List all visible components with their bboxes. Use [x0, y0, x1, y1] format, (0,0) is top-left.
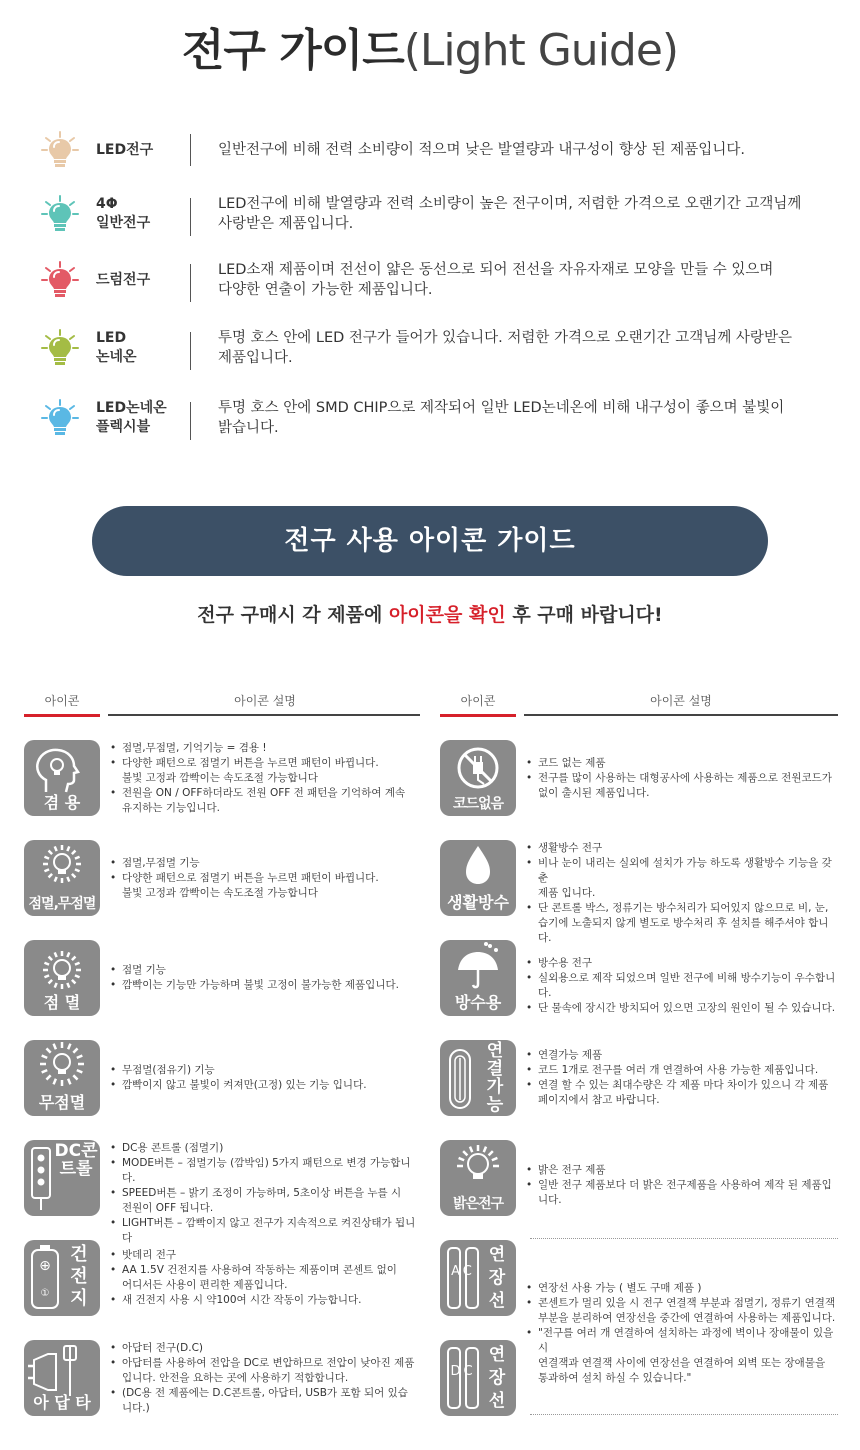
icon-label: 연결가능	[486, 1041, 504, 1115]
bulb-icon	[38, 326, 82, 370]
icon-description-line: • 전원을 ON / OFF하더라도 전원 OFF 전 패턴을 기억하여 계속	[110, 786, 420, 801]
divider	[190, 332, 191, 370]
divider	[190, 264, 191, 302]
bulb-name-line: LED전구	[96, 141, 154, 158]
header-underline	[108, 714, 420, 716]
bulb-icon	[38, 396, 82, 440]
icon-description	[110, 741, 420, 816]
icon-description-line: • 연장선 사용 가능 ( 별도 구매 제품 )	[526, 1281, 838, 1296]
icon-description-line: • 생활방수 전구	[526, 841, 838, 856]
bulb-name	[96, 141, 186, 160]
icon-dc	[24, 1140, 100, 1216]
icon-label: 아 답 타	[33, 1393, 91, 1412]
bulb-description-line: 다양한 연출이 가능한 제품입니다.	[218, 282, 433, 298]
bulb-description-line: 일반전구에 비해 전력 소비량이 적으며 낮은 발열량과 내구성이 향상 된 제품입니다.	[218, 142, 745, 158]
bulb-description-line: LED소재 제품이며 전선이 얇은 동선으로 되어 전선을 자유자재로 모양을 만들 수 있으며	[218, 262, 774, 278]
icon-description-line: • 단 콘트롤 박스, 정류기는 방수처리가 되어있지 않으므로 비, 눈,	[526, 901, 838, 916]
icon-label: 연장선	[488, 1345, 506, 1411]
bulb-description	[218, 140, 828, 160]
icon-description-line: 통과하여 설치 하실 수 있습니다."	[538, 1372, 692, 1384]
purchase-notice	[0, 600, 860, 627]
bulb-name	[96, 195, 186, 233]
bulb-name	[96, 329, 186, 367]
icon-description	[526, 1163, 838, 1208]
bulb-name-line: 일반전구	[96, 215, 151, 231]
icon-label: 점 멸	[43, 993, 81, 1012]
icon-description-line: • 깜빡이지 않고 불빛이 켜져만(고정) 있는 기능 입니다.	[110, 1078, 420, 1093]
bulb-description-line: 투명 호스 안에 LED 전구가 들어가 있습니다. 저렴한 가격으로 오랜기간 고객님께 사랑받은	[218, 330, 792, 346]
icon-description-line: 입니다. 안전을 요하는 곳에 사용하기 적합합니다.	[122, 1371, 349, 1384]
icon-description-line: • 일반 전구 제품보다 더 밝은 전구제품을 사용하여 제작 된 제품입니다.	[526, 1178, 838, 1208]
icon-description-line: • 무점멸(점유기) 기능	[110, 1063, 420, 1078]
bulb-name-line: LED	[96, 330, 127, 346]
icon-battery	[24, 1240, 100, 1316]
icon-description-line: 니다.)	[122, 1401, 150, 1414]
icon-label: 방수용	[454, 993, 502, 1012]
icon-description-line: • 실외용으로 제작 되었으며 일반 전구에 비해 방수기능이 우수합니다.	[526, 971, 838, 1001]
icon-description	[526, 1048, 838, 1108]
icon-description-line: • "전구를 여러 개 연결하여 설치하는 과정에 벽이나 장애물이 있을 시	[526, 1326, 838, 1356]
icon-description-line: • 점멸 기능	[110, 963, 420, 978]
icon-description-line: • 단 물속에 장시간 방치되어 있으면 고장의 원인이 될 수 있습니다.	[526, 1001, 838, 1016]
icon-description	[110, 963, 420, 993]
icon-label: 밝은전구	[452, 1196, 504, 1212]
icon-umbrella	[440, 940, 516, 1016]
icon-description-line: • DC용 콘트롤 (점멸기)	[110, 1141, 420, 1156]
bulb-name-line: LED논네온	[96, 400, 167, 416]
bulb-name-line: 4Φ	[96, 196, 118, 212]
divider	[190, 402, 191, 440]
icon-description-line: • 점멸,무점멸, 기억기능 = 겸용 !	[110, 741, 420, 756]
icon-description-line: • 코드 1개로 전구를 여러 개 연결하여 사용 가능한 제품입니다.	[526, 1063, 838, 1078]
icon-description	[110, 1341, 420, 1416]
icon-guide-banner: 전구 사용 아이콘 가이드	[92, 506, 768, 576]
icon-label: 연장선	[488, 1245, 506, 1311]
divider	[530, 1238, 838, 1239]
bulb-name	[96, 271, 186, 290]
bulb-description-line: 밝습니다.	[218, 420, 279, 436]
bulb-description	[218, 194, 828, 234]
icon-label: 건전지	[70, 1244, 88, 1309]
icon-description-line: • 새 건전지 사용 시 약100여 시간 작동이 가능합니다.	[110, 1293, 420, 1308]
icon-description-line: • 콘센트가 멀리 있을 시 전구 연결잭 부분과 점멸기, 정류기 연결잭	[526, 1296, 838, 1311]
header-desc-left: 아이콘 설명	[234, 694, 296, 708]
icon-ext	[440, 1340, 516, 1416]
icon-description-line: • 다양한 패턴으로 점멸기 버튼을 누르면 패턴이 바뀝니다.	[110, 871, 420, 886]
icon-description-line: 전원이 OFF 됩니다.	[122, 1201, 214, 1214]
icon-description-line: • AA 1.5V 건전지를 사용하여 작동하는 제품이며 콘센트 없이	[110, 1263, 420, 1278]
icon-description-line: • 연결 할 수 있는 최대수량은 각 제품 마다 차이가 있으니 각 제품	[526, 1078, 838, 1093]
icon-drop	[440, 840, 516, 916]
icon-description-line: • SPEED버튼 – 밝기 조정이 가능하며, 5초이상 버튼을 누를 시	[110, 1186, 420, 1201]
bulb-icon	[38, 258, 82, 302]
bulb-name	[96, 399, 186, 437]
bulb-description-line: 사랑받은 제품입니다.	[218, 216, 354, 232]
icon-description-line: 불빛 고정과 깜빡이는 속도조절 가능합니다	[122, 886, 318, 899]
icon-description-line: • 아답터를 사용하여 전압을 DC로 변압하므로 전압이 낮아진 제품	[110, 1356, 420, 1371]
icon-description-line: • 점멸,무점멸 기능	[110, 856, 420, 871]
icon-head	[24, 740, 100, 816]
icon-description	[110, 856, 420, 901]
icon-description-line: • 밧데리 전구	[110, 1248, 420, 1263]
header-underline-accent	[24, 714, 100, 717]
icon-label: 점멸,무점멸	[28, 896, 96, 912]
icon-description-line: • (DC용 전 제품에는 D.C콘트롤, 아답터, USB가 포함 되어 있습	[110, 1386, 420, 1401]
icon-label: DC콘트롤	[54, 1141, 98, 1179]
icon-description-line: • 비나 눈이 내리는 실외에 설치가 가능 하도록 생활방수 기능을 갖춘	[526, 856, 838, 886]
header-desc-right: 아이콘 설명	[650, 694, 712, 708]
icon-description	[110, 1141, 420, 1246]
bulb-description-line: LED전구에 비해 발열량과 전력 소비량이 높은 전구이며, 저렴한 가격으로 오랜기간 고객님께	[218, 196, 802, 212]
icon-rope	[440, 1040, 516, 1116]
icon-description	[526, 841, 838, 946]
icon-description-line: 페이지에서 참고 바랍니다.	[538, 1094, 660, 1106]
icon-description-line: 어디서든 사용이 편리한 제품입니다.	[122, 1279, 288, 1291]
icon-description-line: • 깜빡이는 기능만 가능하며 불빛 고정이 불가능한 제품입니다.	[110, 978, 420, 993]
icon-label: 겸 용	[43, 793, 81, 812]
bulb-name-line: 플렉시블	[96, 419, 151, 435]
icon-label: 무점멸	[38, 1093, 86, 1112]
icon-description	[526, 1281, 838, 1386]
icon-bright	[440, 1140, 516, 1216]
icon-adapter	[24, 1340, 100, 1416]
icon-label: 생활방수	[447, 893, 509, 912]
divider	[190, 198, 191, 236]
svg-text:⊕: ⊕	[39, 1258, 51, 1274]
bulb-description	[218, 398, 828, 438]
bulb-description	[218, 328, 828, 368]
icon-description	[526, 756, 838, 801]
bulb-name-line: 드럼전구	[96, 271, 151, 288]
title-english: (Light Guide)	[403, 25, 679, 76]
icon-description-line: • 코드 없는 제품	[526, 756, 838, 771]
icon-tag: AC	[451, 1264, 475, 1279]
icon-ext	[440, 1240, 516, 1316]
header-icon-left: 아이콘	[44, 694, 80, 708]
icon-sunbulb2	[24, 1040, 100, 1116]
title-korean: 전구 가이드	[181, 25, 404, 76]
header-icon-right: 아이콘	[460, 694, 496, 708]
icon-description-line: • 다양한 패턴으로 점멸기 버튼을 누르면 패턴이 바뀝니다.	[110, 756, 420, 771]
icon-description-line: • LIGHT버튼 – 깜빡이지 않고 전구가 지속적으로 켜진상태가 됩니다	[110, 1216, 420, 1246]
icon-label: 코드없음	[452, 796, 504, 812]
icon-description-line: • 전구를 많이 사용하는 대형공사에 사용하는 제품으로 전원코드가	[526, 771, 838, 786]
icon-sunbulb	[24, 840, 100, 916]
icon-description-line: 부분을 분리하여 연장선을 중간에 연결하여 사용하는 제품입니다.	[538, 1312, 836, 1324]
svg-text:①: ①	[40, 1288, 50, 1299]
notice-highlight: 아이콘을 확인	[388, 604, 506, 626]
bulb-description	[218, 260, 828, 300]
icon-noplug	[440, 740, 516, 816]
divider	[530, 1414, 838, 1415]
header-underline	[524, 714, 838, 716]
icon-description-line: • 연결가능 제품	[526, 1048, 838, 1063]
bulb-description-line: 투명 호스 안에 SMD CHIP으로 제작되어 일반 LED논네온에 비해 내구성이 좋으며 불빛이	[218, 400, 785, 416]
icon-sunbulb3	[24, 940, 100, 1016]
bulb-name-line: 논네온	[96, 349, 137, 365]
icon-description-line: 습기에 노출되지 않게 별도로 방수처리 후 설치를 해주셔야 합니다.	[538, 916, 829, 944]
icon-description-line: • 방수용 전구	[526, 956, 838, 971]
page-title	[0, 14, 860, 78]
icon-description-line: • MODE버튼 – 점멸기능 (깜박임) 5가지 패턴으로 변경 가능합니다.	[110, 1156, 420, 1186]
header-underline-accent	[440, 714, 516, 717]
icon-description-line: 제품 입니다.	[538, 886, 596, 899]
icon-description-line: 연결잭과 연결잭 사이에 연장선을 연결하여 외벽 또는 장애물을	[538, 1357, 826, 1369]
bulb-icon	[38, 192, 82, 236]
icon-tag: DC	[450, 1364, 476, 1379]
icon-description	[526, 956, 838, 1016]
icon-description-line: • 밝은 전구 제품	[526, 1163, 838, 1178]
bulb-icon	[38, 128, 82, 172]
icon-description-line: 유지하는 기능입니다.	[122, 801, 220, 814]
icon-description-line: 없이 출시된 제품입니다.	[538, 786, 650, 799]
notice-text-post: 후 구매 바랍니다!	[505, 604, 663, 626]
icon-description-line: • 아답터 전구(D.C)	[110, 1341, 420, 1356]
icon-description-line: 불빛 고정과 깜빡이는 속도조절 가능합니다	[122, 771, 318, 784]
icon-description	[110, 1248, 420, 1308]
icon-description	[110, 1063, 420, 1093]
notice-text-pre: 전구 구매시 각 제품에	[197, 604, 389, 626]
bulb-description-line: 제품입니다.	[218, 350, 293, 366]
divider	[190, 134, 191, 166]
